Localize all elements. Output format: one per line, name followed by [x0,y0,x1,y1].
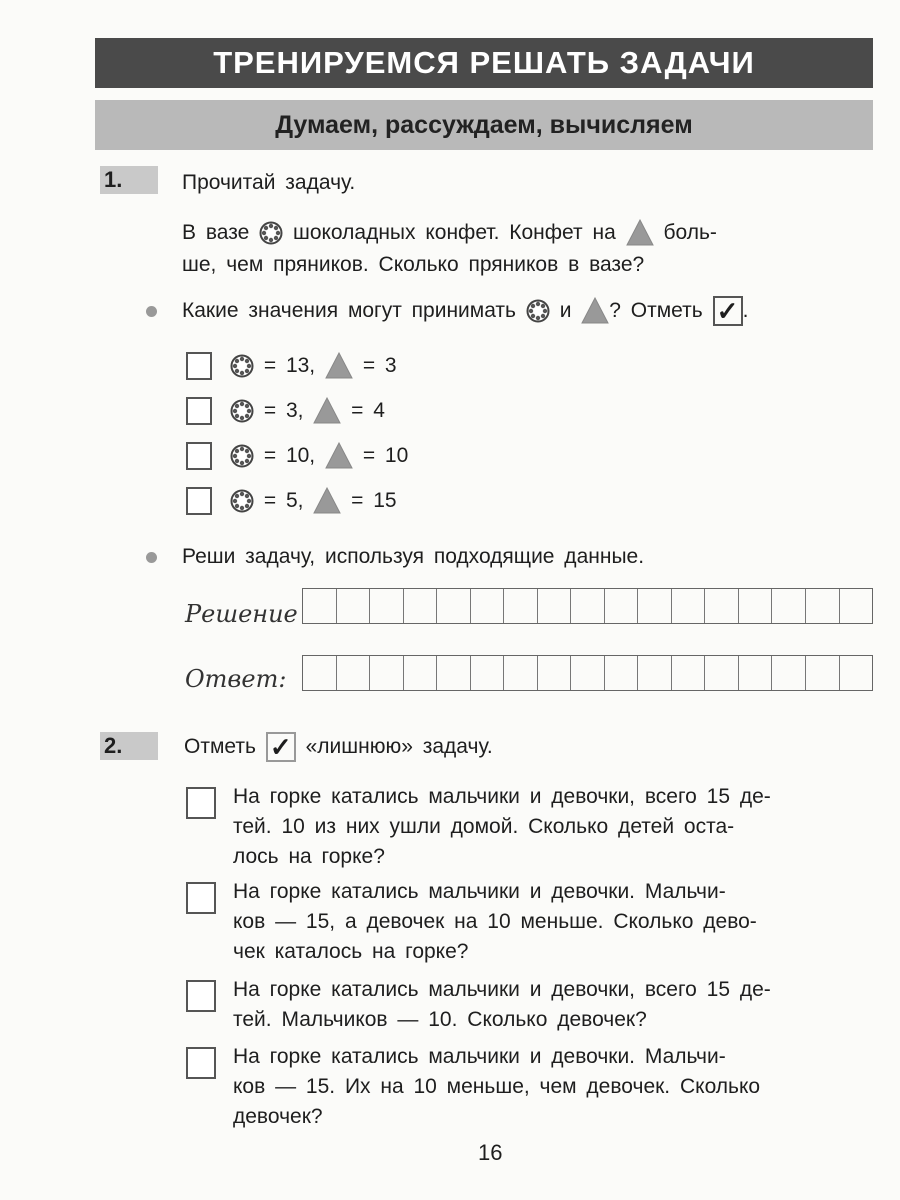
option-checkbox[interactable] [186,1047,216,1079]
triangle-icon [313,487,341,515]
text: В вазе [182,221,250,244]
option-checkbox[interactable] [186,487,212,515]
flower-circle-icon [230,354,254,378]
option-line: тей. Мальчиков — 10. Сколько девочек? [233,1008,647,1031]
option-checkbox[interactable] [186,787,216,819]
grid-cell[interactable] [571,589,605,623]
text: Какие значения могут принимать [182,299,516,322]
solution-label: Решение [185,600,298,628]
text: «лишнюю» задачу. [305,735,493,758]
text: ? Отметь [609,299,703,322]
triangle-icon [626,219,654,247]
option-checkbox[interactable] [186,352,212,380]
grid-cell[interactable] [672,656,706,690]
option-checkbox[interactable] [186,397,212,425]
grid-cell[interactable] [638,656,672,690]
section-subtitle: Думаем, рассуждаем, вычисляем [95,100,873,150]
grid-cell[interactable] [471,589,505,623]
triangle-value: = 10 [362,444,409,467]
grid-cell[interactable] [705,589,739,623]
grid-cell[interactable] [471,656,505,690]
option-text [233,1042,883,1132]
option-line: девочек? [233,1105,323,1128]
triangle-icon [325,442,353,470]
text: боль- [663,221,717,244]
option-checkbox[interactable] [186,882,216,914]
answer-grid[interactable] [302,655,873,691]
grid-cell[interactable] [739,656,773,690]
flower-circle-icon [259,221,283,245]
page-number: 16 [478,1140,503,1165]
option-values [230,486,397,516]
triangle-icon [325,352,353,380]
option-checkbox[interactable] [186,442,212,470]
triangle-value: = 4 [351,399,385,422]
option-values [230,351,397,381]
grid-cell[interactable] [638,589,672,623]
flower-circle-icon [526,299,550,323]
flower-circle-icon [230,444,254,468]
grid-cell[interactable] [772,656,806,690]
grid-cell[interactable] [806,589,840,623]
option-line: На горке катались мальчики и девочки. Мальчи- [233,880,726,903]
grid-cell[interactable] [437,656,471,690]
text: и [559,299,572,322]
option-checkbox[interactable] [186,980,216,1012]
grid-cell[interactable] [605,656,639,690]
grid-cell[interactable] [538,589,572,623]
option-line: ков — 15, а девочек на 10 меньше. Сколько дево- [233,910,757,933]
grid-cell[interactable] [705,656,739,690]
grid-cell[interactable] [370,656,404,690]
flower-circle-icon [230,399,254,423]
triangle-icon [313,397,341,425]
grid-cell[interactable] [840,656,873,690]
circle-value: = 10, [263,444,316,467]
checkmark-icon: ✓ [713,296,743,326]
circle-value: = 13, [263,354,316,377]
task-instruction [184,732,493,762]
option-line: На горке катались мальчики и девочки. Мальчи- [233,1045,726,1068]
option-text [233,877,883,967]
grid-cell[interactable] [504,656,538,690]
option-line: На горке катались мальчики и девочки, всего 15 де- [233,978,771,1001]
question-line [182,296,748,326]
grid-cell[interactable] [504,589,538,623]
task-number: 1. [100,166,158,194]
problem-line: ше, чем пряников. Сколько пряников в вазе? [182,253,645,276]
flower-circle-icon [230,489,254,513]
option-text [233,975,883,1035]
task-number: 2. [100,732,158,760]
option-values [230,396,385,426]
option-line: На горке катались мальчики и девочки, всего 15 де- [233,785,771,808]
grid-cell[interactable] [337,656,371,690]
triangle-value: = 3 [362,354,397,377]
page-title: ТРЕНИРУЕМСЯ РЕШАТЬ ЗАДАЧИ [95,38,873,88]
task-instruction: Прочитай задачу. [182,171,356,194]
grid-cell[interactable] [337,589,371,623]
grid-cell[interactable] [840,589,873,623]
option-line: лось на горке? [233,845,385,868]
option-text [233,782,883,872]
text: шоколадных конфет. Конфет на [292,221,616,244]
bullet-icon [146,552,157,563]
text: Отметь [184,735,256,758]
grid-cell[interactable] [404,656,438,690]
grid-cell[interactable] [672,589,706,623]
solve-prompt: Реши задачу, используя подходящие данные. [182,545,645,568]
grid-cell[interactable] [303,589,337,623]
bullet-icon [146,306,157,317]
grid-cell[interactable] [404,589,438,623]
grid-cell[interactable] [772,589,806,623]
grid-cell[interactable] [370,589,404,623]
text: . [742,299,749,322]
grid-cell[interactable] [571,656,605,690]
triangle-icon [581,297,609,325]
problem-line [182,218,717,248]
option-values [230,441,408,471]
answer-label: Ответ: [185,665,287,693]
checkmark-icon: ✓ [266,732,296,762]
solution-grid[interactable] [302,588,873,624]
grid-cell[interactable] [605,589,639,623]
grid-cell[interactable] [303,656,337,690]
circle-value: = 5, [263,489,304,512]
grid-cell[interactable] [538,656,572,690]
circle-value: = 3, [263,399,304,422]
option-line: чек каталось на горке? [233,940,469,963]
grid-cell[interactable] [806,656,840,690]
grid-cell[interactable] [739,589,773,623]
option-line: тей. 10 из них ушли домой. Сколько детей оста- [233,815,735,838]
grid-cell[interactable] [437,589,471,623]
triangle-value: = 15 [351,489,397,512]
option-line: ков — 15. Их на 10 меньше, чем девочек. Сколько [233,1075,761,1098]
